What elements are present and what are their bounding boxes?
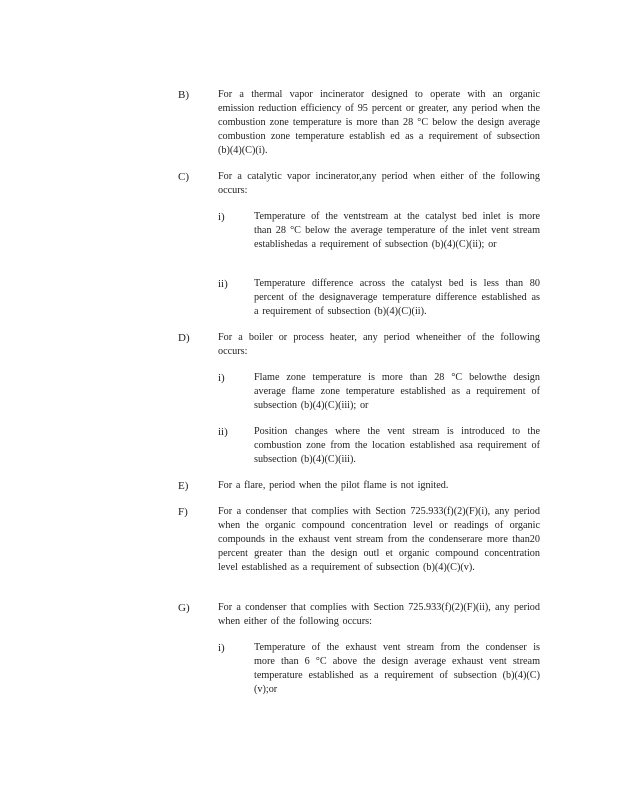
item-text-d: For a boiler or process heater, any period wheneither of the following occurs: [218,332,540,357]
item-label-g: G) [178,602,190,614]
item-text-f: For a condenser that complies with Section 725.933(f)(2)(F)(i), any period when the organic compound concentration level or readings of organic compounds in the exhaust vent stream from the condenserare more than20 percent greater than the design outl et organic compound concentration level established as a requirement of subsection (b)(4)(C)(v). [218,506,540,573]
subitem-text-c-ii: Temperature difference across the catalyst bed is less than 80 percent of the designaverage temperature difference established as a requirement of subsection (b)(4)(C)(ii). [254,278,540,317]
subitem-label-c-ii: ii) [218,278,228,290]
subitem-label-c-i: i) [218,211,225,223]
subitem-text-g-i: Temperature of the exhaust vent stream from the condenser is more than 6 °C above the design average exhaust vent stream temperature established as a requirement of subsection (b)(4)(C)(v);or [254,642,540,695]
item-label-f: F) [178,506,188,518]
item-text-c: For a catalytic vapor incinerator,any period when either of the following occurs: [218,171,540,196]
item-text-b: For a thermal vapor incinerator designed to operate with an organic emission reduction efficiency of 95 percent or greater, any period when the combustion zone temperature is more than 28 °C below the design average combustion zone temperature establish ed as a requirement of subsection (b)(4)(C)(i). [218,89,540,156]
subitem-text-c-i: Temperature of the ventstream at the catalyst bed inlet is more than 28 °C below the average temperature of the inlet vent stream establishedas a requirement of subsection (b)(4)(C)(ii); or [254,211,540,250]
subitem-text-d-i: Flame zone temperature is more than 28 °C belowthe design average flame zone temperature established as a requirement of subsection (b)(4)(C)(iii); or [254,372,540,411]
subitem-text-d-ii: Position changes where the vent stream is introduced to the combustion zone from the location established asa requirement of subsection (b)(4)(C)(iii). [254,426,540,465]
item-text-e: For a flare, period when the pilot flame is not ignited. [218,480,449,491]
item-label-d: D) [178,332,190,344]
item-label-e: E) [178,480,189,492]
subitem-label-g-i: i) [218,642,225,654]
subitem-label-d-i: i) [218,372,225,384]
item-text-g: For a condenser that complies with Section 725.933(f)(2)(F)(ii), any period when either of the following occurs: [218,602,540,627]
subitem-label-d-ii: ii) [218,426,228,438]
item-label-b: B) [178,89,189,101]
item-label-c: C) [178,171,189,183]
